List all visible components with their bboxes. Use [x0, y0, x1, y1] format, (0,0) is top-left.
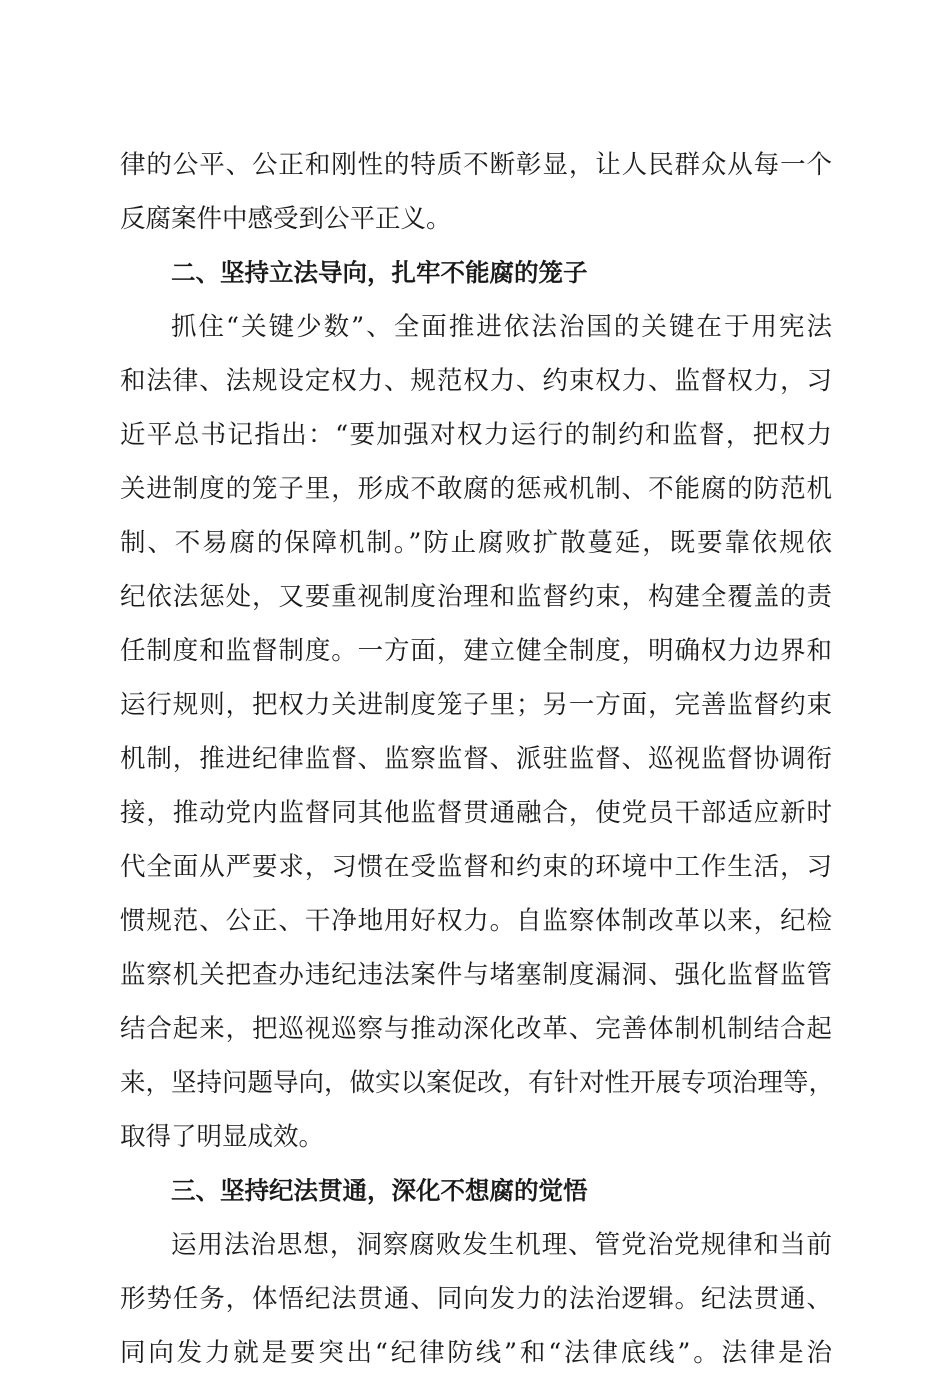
paragraph-line: 来，坚持问题导向，做实以案促改，有针对性开展专项治理等，: [120, 1068, 835, 1098]
paragraph-line: 律的公平、公正和刚性的特质不断彰显，让人民群众从每一个: [120, 150, 832, 180]
paragraph-line: 制、不易腐的保障机制。”防止腐败扩散蔓延，既要靠依规依: [120, 528, 832, 558]
section-heading-3: 三、坚持纪法贯通，深化不想腐的觉悟: [171, 1176, 588, 1205]
paragraph-line: 反腐案件中感受到公平正义。: [120, 204, 452, 234]
paragraph-line: 取得了明显成效。: [120, 1122, 325, 1152]
section-heading-2: 二、坚持立法导向，扎牢不能腐的笼子: [171, 258, 588, 287]
paragraph-line: 和法律、法规设定权力、规范权力、约束权力、监督权力，习: [120, 366, 832, 396]
paragraph-line: 惯规范、公正、干净地用好权力。自监察体制改革以来，纪检: [120, 906, 832, 936]
paragraph-line: 代全面从严要求，习惯在受监督和约束的环境中工作生活，习: [120, 852, 832, 882]
paragraph-line: 任制度和监督制度。一方面，建立健全制度，明确权力边界和: [120, 636, 832, 666]
paragraph-line: 接，推动党内监督同其他监督贯通融合，使党员干部适应新时: [120, 798, 832, 828]
paragraph-line: 近平总书记指出：“要加强对权力运行的制约和监督，把权力: [120, 420, 832, 450]
document-body: [120, 138, 835, 1380]
paragraph-line: 纪依法惩处，又要重视制度治理和监督约束，构建全覆盖的责: [120, 582, 832, 612]
paragraph-line: 同向发力就是要突出“纪律防线”和“法律底线”。法律是治: [120, 1338, 832, 1368]
paragraph-line: 结合起来，把巡视巡察与推动深化改革、完善体制机制结合起: [120, 1014, 832, 1044]
paragraph-line: 运用法治思想，洞察腐败发生机理、管党治党规律和当前: [171, 1230, 832, 1260]
paragraph-line: 机制，推进纪律监督、监察监督、派驻监督、巡视监督协调衔: [120, 744, 832, 774]
paragraph-line: 监察机关把查办违纪违法案件与堵塞制度漏洞、强化监督监管: [120, 960, 832, 990]
paragraph-line: 形势任务，体悟纪法贯通、同向发力的法治逻辑。纪法贯通、: [120, 1284, 832, 1314]
paragraph-line: 运行规则，把权力关进制度笼子里；另一方面，完善监督约束: [120, 690, 832, 720]
paragraph-line: 抓住“关键少数”、全面推进依法治国的关键在于用宪法: [171, 312, 832, 342]
paragraph-line: 关进制度的笼子里，形成不敢腐的惩戒机制、不能腐的防范机: [120, 474, 832, 504]
